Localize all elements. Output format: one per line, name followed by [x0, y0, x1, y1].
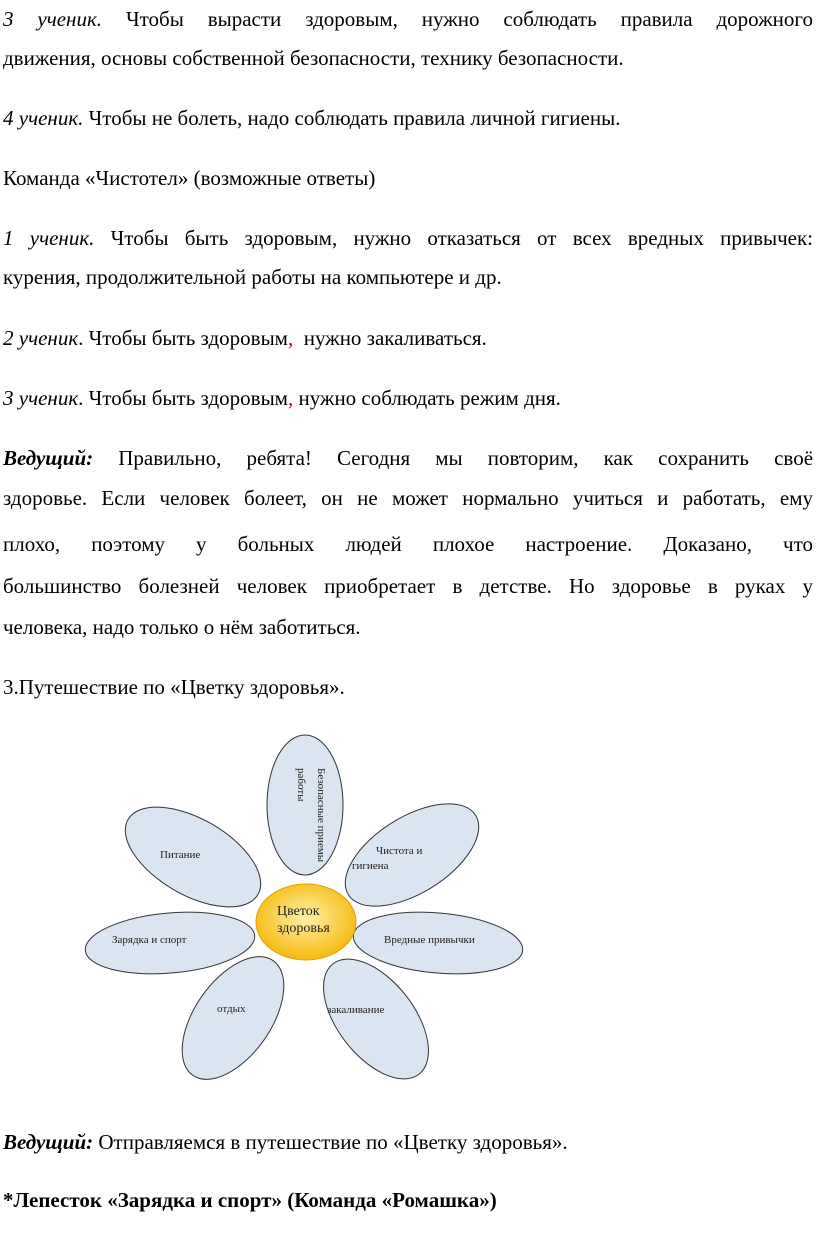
- petal-lower-right-label: закаливание: [327, 1004, 385, 1016]
- paragraph-text: курения, продолжительной работы на компьютере и др.: [3, 265, 502, 289]
- petal-lower-left-label: отдых: [217, 1003, 246, 1015]
- paragraph-1-line-1: [3, 5, 813, 33]
- paragraph-text: Команда «Чистотел» (возможные ответы): [3, 166, 376, 190]
- petal-upper-right-label-line-2: гигиена: [352, 860, 389, 872]
- paragraph-text: движения, основы собственной безопасности, технику безопасности.: [3, 46, 624, 70]
- red-comma: ,: [287, 386, 294, 410]
- paragraph-text: Чтобы быть здоровым, нужно отказаться от всех вредных привычек:: [110, 226, 814, 250]
- flower-center-label-line-2: здоровья: [277, 921, 330, 936]
- paragraph-5: [3, 324, 813, 352]
- speaker-label: Ведущий:: [3, 446, 94, 470]
- paragraph-text: Правильно, ребята! Сегодня мы повторим, как сохранить своё: [118, 446, 814, 470]
- paragraph-text: . Чтобы быть здоровым: [78, 386, 288, 410]
- petal-upper-left-label: Питание: [160, 849, 201, 861]
- petal-section-heading: [3, 1186, 813, 1214]
- petal-upper-right-label-line-1: Чистота и: [376, 845, 423, 857]
- paragraph-7-line-2: [3, 484, 813, 512]
- paragraph-7-line-3: [3, 530, 813, 558]
- paragraph-text: человека, надо только о нём заботиться.: [3, 615, 361, 639]
- petal-top-label-line-1: Безопасные приемы: [315, 768, 327, 863]
- petal-right-label: Вредные привычки: [384, 934, 475, 946]
- paragraph-7-line-4: [3, 572, 813, 600]
- paragraph-text: . Чтобы быть здоровым: [78, 326, 288, 350]
- speaker-label: 3 ученик: [3, 386, 79, 410]
- speaker-label: 2 ученик: [3, 326, 79, 350]
- speaker-label: Ведущий:: [3, 1130, 94, 1154]
- speaker-label: 1 ученик.: [3, 226, 95, 250]
- paragraph-4-line-1: [3, 224, 813, 252]
- paragraph-2: [3, 104, 813, 132]
- paragraph-text: Отправляемся в путешествие по «Цветку здоровья».: [93, 1130, 568, 1154]
- paragraph-text: Чтобы не болеть, надо соблюдать правила личной гигиены.: [88, 106, 621, 130]
- paragraph-text: большинство болезней человек приобретает в детстве. Но здоровье в руках у: [3, 574, 813, 598]
- paragraph-text: плохо, поэтому у больных людей плохое настроение. Доказано, что: [3, 532, 813, 556]
- paragraph-6: [3, 384, 813, 412]
- paragraph-9: [3, 1128, 813, 1156]
- paragraph-3: [3, 164, 813, 192]
- flower-center-label-line-1: Цветок: [277, 904, 320, 919]
- paragraph-text: 3.Путешествие по «Цветку здоровья».: [3, 675, 345, 699]
- speaker-label: 4 ученик.: [3, 106, 84, 130]
- petal-top: [267, 735, 343, 875]
- paragraph-7-line-1: [3, 444, 813, 472]
- petal-top-label-line-2: работы: [295, 768, 307, 802]
- section-heading: [3, 673, 813, 701]
- health-flower-diagram: [80, 728, 540, 1088]
- paragraph-text: нужно соблюдать режим дня.: [293, 386, 561, 410]
- petal-left-label: Зарядка и спорт: [112, 934, 187, 946]
- paragraph-1-line-2: [3, 44, 813, 72]
- speaker-label: 3 ученик.: [3, 7, 103, 31]
- paragraph-4-line-2: [3, 263, 813, 291]
- paragraph-text: нужно закаливаться.: [293, 326, 487, 350]
- paragraph-7-line-5: [3, 613, 813, 641]
- red-comma: ,: [287, 326, 294, 350]
- paragraph-text: Чтобы вырасти здоровым, нужно соблюдать правила дорожного: [125, 7, 813, 31]
- paragraph-text: здоровье. Если человек болеет, он не может нормально учиться и работать, ему: [3, 486, 813, 510]
- paragraph-text: *Лепесток «Зарядка и спорт» (Команда «Ромашка»): [3, 1188, 497, 1212]
